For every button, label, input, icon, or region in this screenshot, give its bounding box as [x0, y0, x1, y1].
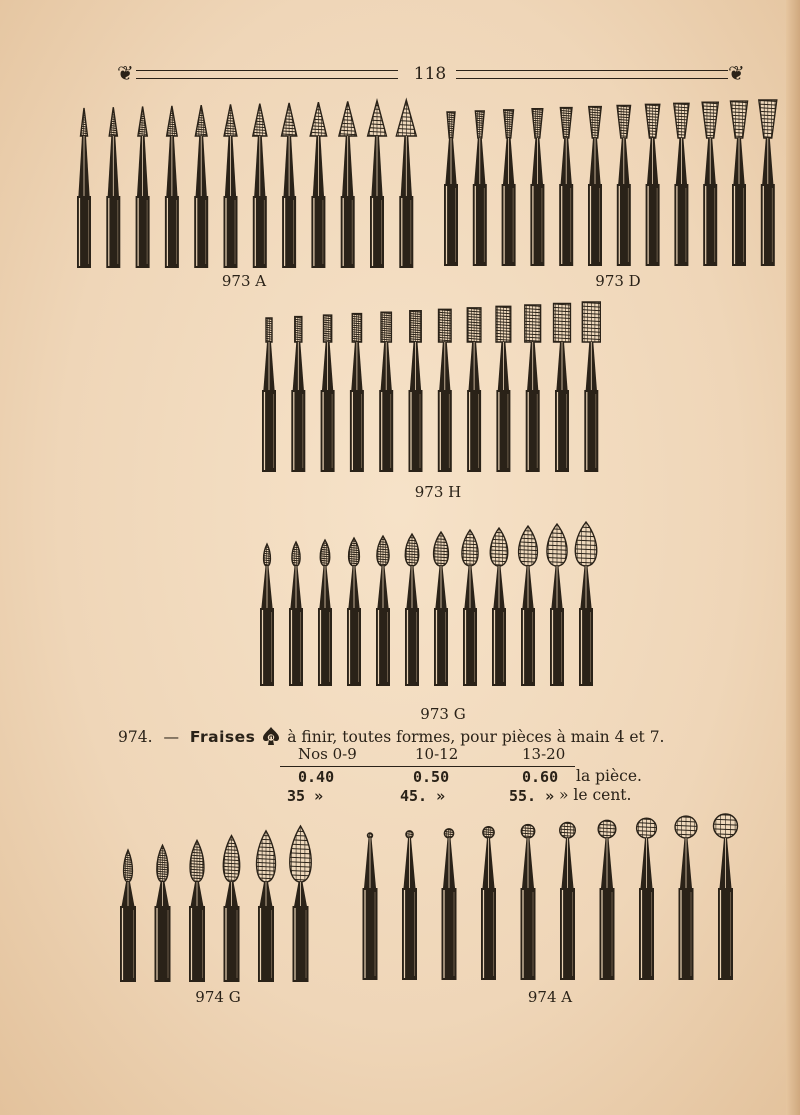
unit-price-1: 0.40 [298, 768, 335, 786]
entry-number: 974. [118, 728, 153, 746]
caption-974a: 974 A [527, 988, 573, 1006]
caption-973a: 973 A [221, 272, 267, 290]
column-header-3: 13-20 [522, 745, 566, 763]
header-rule-right [456, 70, 728, 79]
figure-974a [352, 812, 744, 984]
entry-dash: — [163, 728, 179, 746]
figure-974g [110, 822, 320, 986]
column-header-2: 10-12 [415, 745, 459, 763]
figure-973a [70, 96, 420, 272]
caption-973d: 973 D [595, 272, 641, 290]
spade-logo-icon [262, 726, 280, 746]
entry-974-line [118, 726, 664, 746]
unit-label: la pièce. [576, 767, 642, 785]
unit-price-3: 0.60 [522, 768, 559, 786]
page-edge [786, 0, 800, 1115]
hundred-label: » le cent. [559, 786, 632, 804]
entry-description: à finir, toutes formes, pour pièces à main 4 et 7. [287, 728, 665, 746]
ornament-right-icon: ❦ [728, 61, 745, 85]
price-table-rule [280, 766, 575, 767]
caption-974g: 974 G [195, 988, 241, 1006]
figure-973h [255, 298, 605, 476]
hundred-price-2: 45. » [400, 787, 446, 805]
figure-973g [255, 518, 605, 688]
caption-973g: 973 G [420, 705, 466, 723]
ornament-left-icon: ❦ [117, 61, 134, 85]
header-rule-left [136, 70, 398, 79]
entry-name: Fraises [189, 728, 256, 746]
page-number: 118 [413, 64, 447, 84]
figure-973d [438, 96, 783, 272]
hundred-price-3: 55. » [509, 787, 555, 805]
caption-973h: 973 H [414, 483, 462, 501]
column-header-1: Nos 0-9 [298, 745, 357, 763]
hundred-price-1: 35 » [287, 787, 324, 805]
unit-price-2: 0.50 [413, 768, 450, 786]
